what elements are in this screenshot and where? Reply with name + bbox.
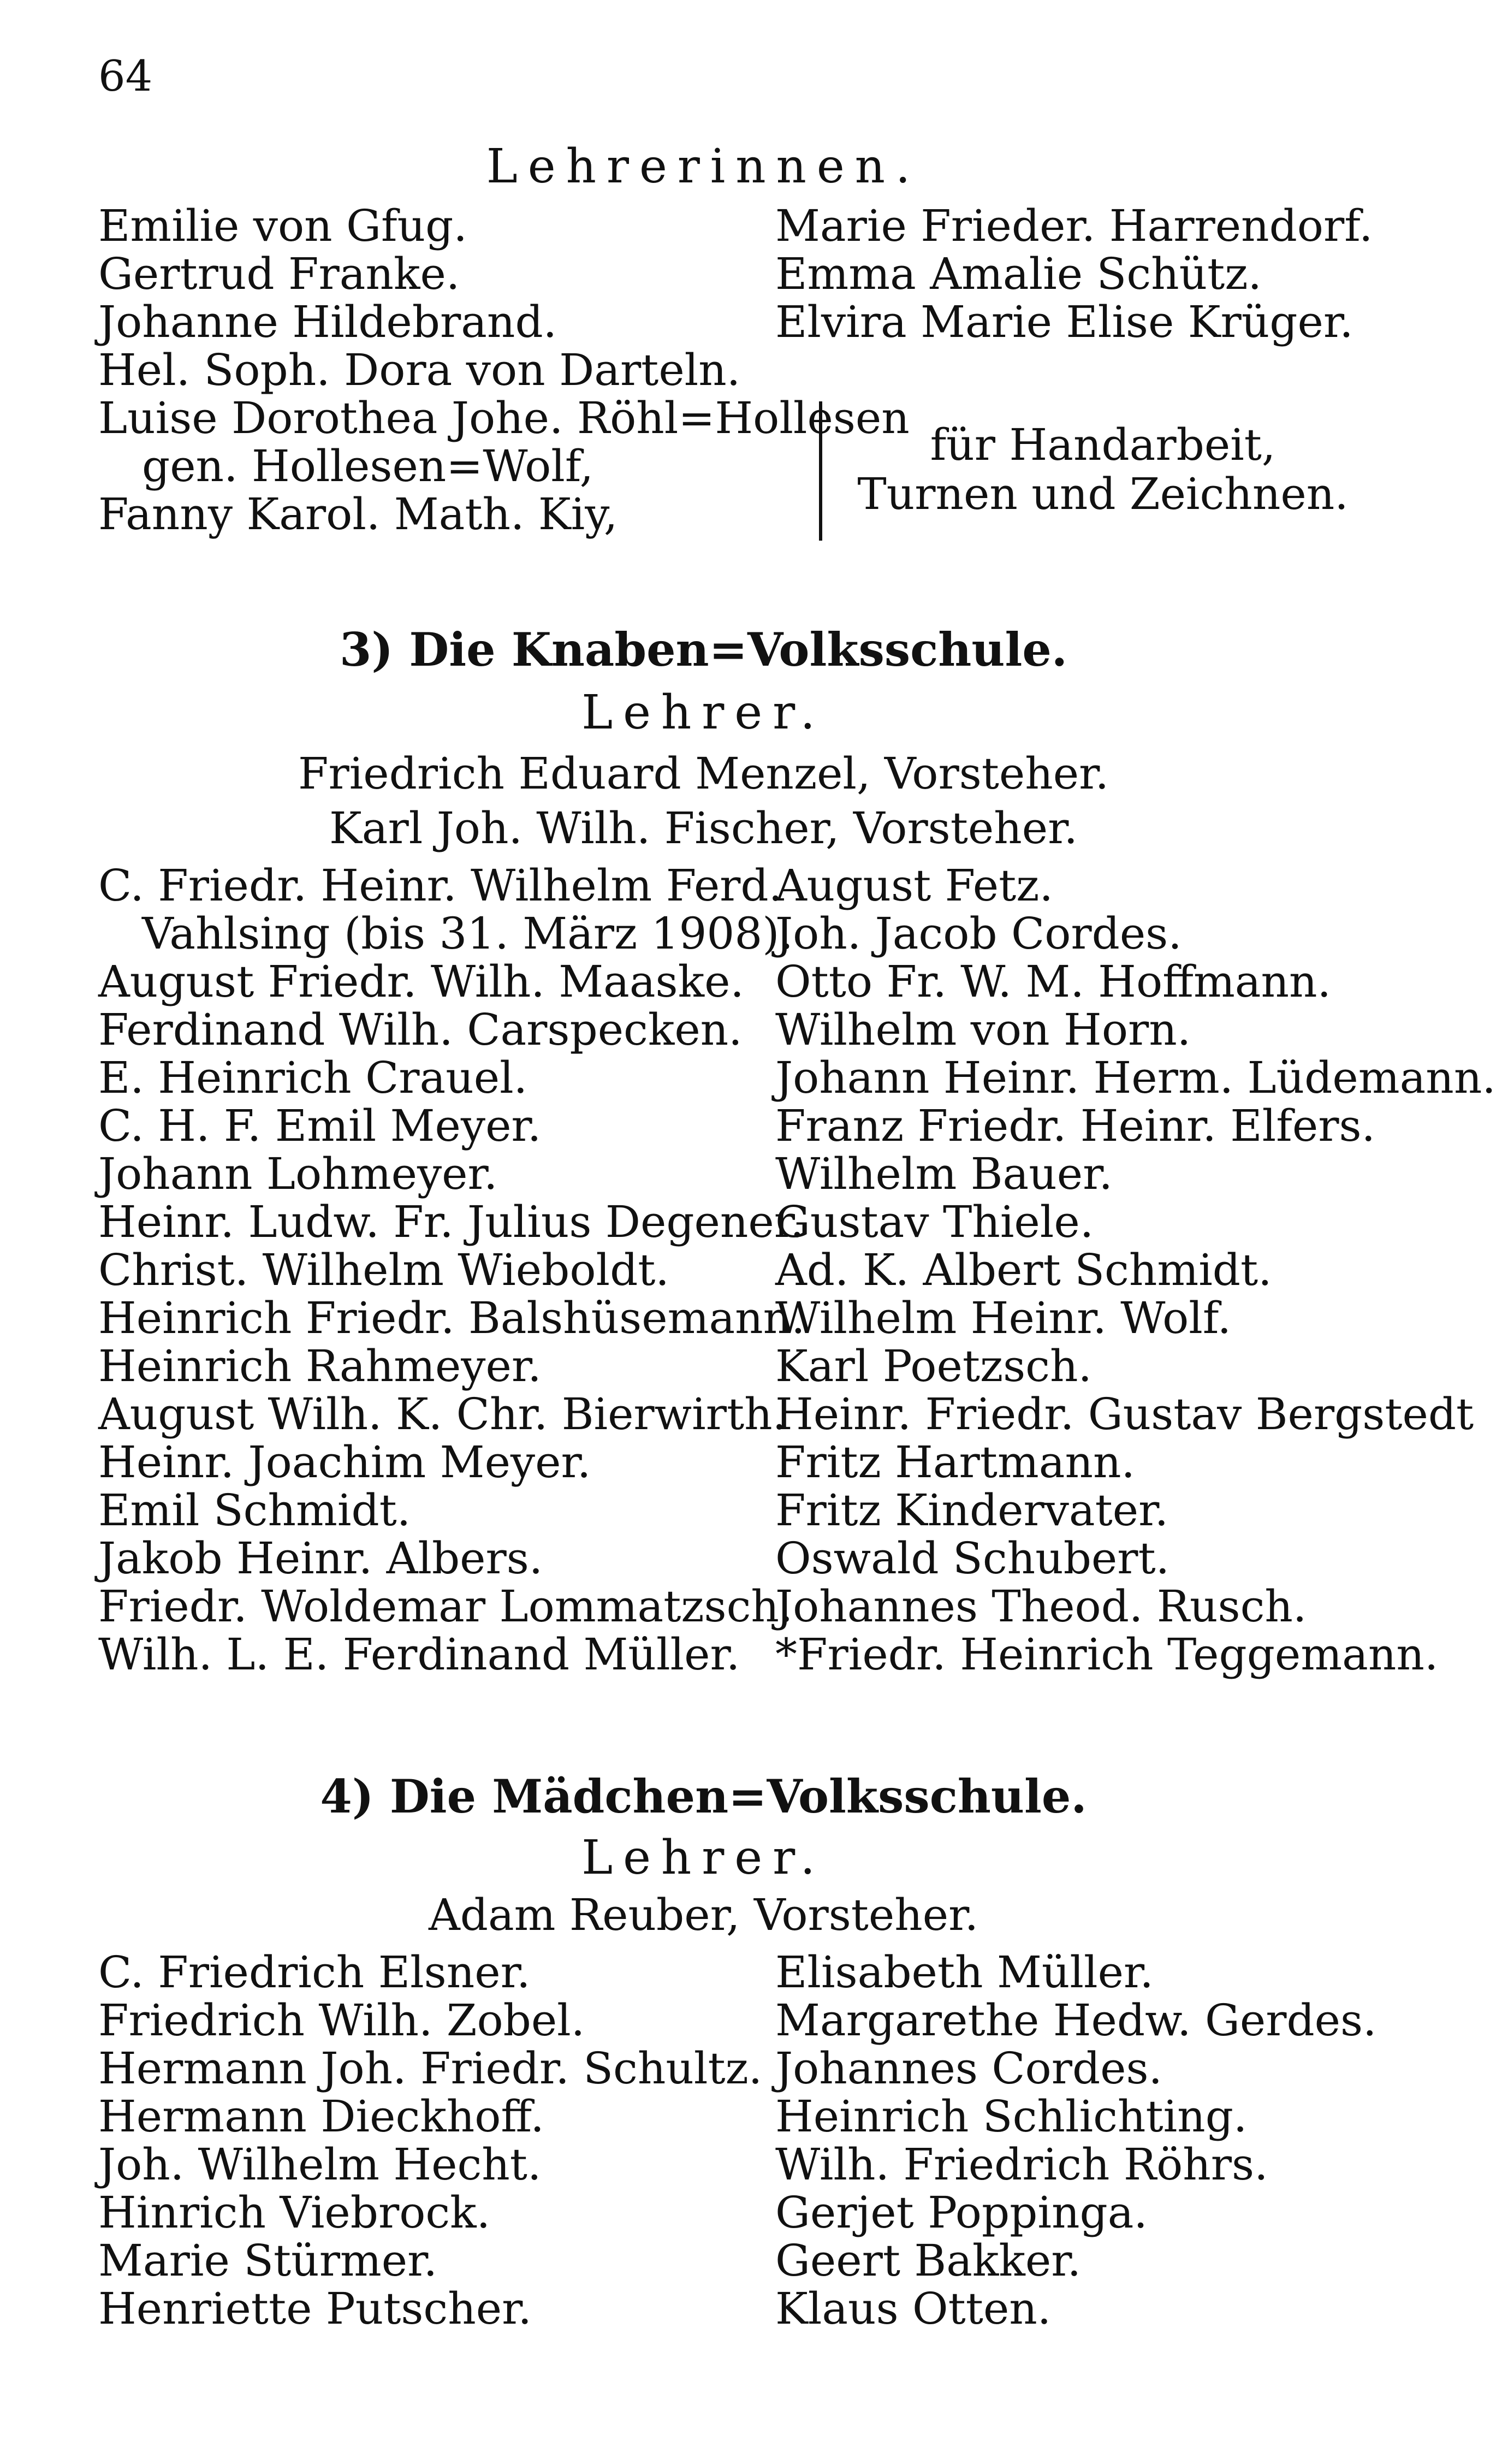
lehrerinnen-heading: Lehrerinnen.: [486, 139, 921, 194]
list-item: Heinrich Schlichting.: [775, 2091, 1248, 2142]
maedchen-section-heading: 4) Die Mädchen=Volksschule.: [320, 1769, 1087, 1823]
list-item: Franz Friedr. Heinr. Elfers.: [775, 1100, 1375, 1151]
list-item: Gerjet Poppinga.: [775, 2187, 1148, 2238]
list-item: Henriette Putscher.: [98, 2283, 532, 2334]
list-item: gen. Hollesen=Wolf,: [142, 441, 594, 491]
list-item: Elvira Marie Elise Krüger.: [775, 297, 1353, 347]
list-item: Ad. K. Albert Schmidt.: [775, 1245, 1272, 1295]
list-item: Fritz Hartmann.: [775, 1437, 1135, 1488]
list-item: *Friedr. Heinrich Teggemann.: [775, 1629, 1439, 1680]
list-item: Wilhelm von Horn.: [775, 1004, 1191, 1055]
list-item: Heinrich Rahmeyer.: [98, 1341, 542, 1391]
list-item: Friedrich Wilh. Zobel.: [98, 1995, 585, 2046]
list-item: Heinrich Friedr. Balshüsemann.: [98, 1293, 805, 1343]
list-item: Klaus Otten.: [775, 2283, 1052, 2334]
maedchen-head: Adam Reuber, Vorsteher.: [428, 1890, 979, 1940]
list-item: Wilhelm Heinr. Wolf.: [775, 1293, 1231, 1343]
list-item: Joh. Jacob Cordes.: [775, 908, 1182, 959]
knaben-lehrer-heading: Lehrer.: [581, 685, 826, 740]
subject-note: für Handarbeit, Turnen und Zeichnen.: [857, 419, 1349, 519]
list-item: Wilhelm Bauer.: [775, 1148, 1113, 1199]
knaben-head-1: Friedrich Eduard Menzel, Vorsteher.: [298, 748, 1109, 799]
list-item: Wilh. L. E. Ferdinand Müller.: [98, 1629, 740, 1680]
page-number: 64: [98, 52, 153, 101]
list-item: C. Friedr. Heinr. Wilhelm Ferd.: [98, 860, 783, 911]
list-item: Fritz Kindervater.: [775, 1485, 1168, 1536]
list-item: Marie Stürmer.: [98, 2235, 438, 2286]
list-item: Heinr. Joachim Meyer.: [98, 1437, 591, 1488]
list-item: Hinrich Viebrock.: [98, 2187, 491, 2238]
maedchen-right-column: [775, 1948, 1376, 2333]
list-item: Johannes Theod. Rusch.: [775, 1581, 1307, 1632]
list-item: Heinr. Ludw. Fr. Julius Degener.: [98, 1197, 804, 1247]
list-item: Luise Dorothea Johe. Röhl=Hollesen: [98, 393, 910, 443]
maedchen-left-column: [98, 1948, 762, 2333]
list-item: Friedr. Woldemar Lommatzsch.: [98, 1581, 793, 1632]
list-item: Fanny Karol. Math. Kiy,: [98, 489, 618, 540]
list-item: Ferdinand Wilh. Carspecken.: [98, 1004, 743, 1055]
list-item: August Fetz.: [775, 860, 1053, 911]
list-item: Hermann Joh. Friedr. Schultz.: [98, 2043, 763, 2094]
list-item: Karl Poetzsch.: [775, 1341, 1092, 1391]
list-item: Joh. Wilhelm Hecht.: [98, 2139, 542, 2190]
list-item: Gertrud Franke.: [98, 248, 460, 299]
list-item: C. H. F. Emil Meyer.: [98, 1100, 542, 1151]
list-item: E. Heinrich Crauel.: [98, 1052, 528, 1103]
knaben-section-heading: 3) Die Knaben=Volksschule.: [339, 623, 1068, 677]
list-item: Emma Amalie Schütz.: [775, 248, 1262, 299]
list-item: Geert Bakker.: [775, 2235, 1082, 2286]
list-item: Emilie von Gfug.: [98, 200, 467, 251]
list-item: Wilh. Friedrich Röhrs.: [775, 2139, 1268, 2190]
list-item: Johannes Cordes.: [775, 2043, 1162, 2094]
list-item: Gustav Thiele.: [775, 1197, 1094, 1247]
list-item: Johanne Hildebrand.: [98, 297, 557, 347]
list-item: Hel. Soph. Dora von Darteln.: [98, 345, 741, 395]
list-item: Margarethe Hedw. Gerdes.: [775, 1995, 1377, 2046]
knaben-left-column: [98, 862, 805, 1679]
list-item: Elisabeth Müller.: [775, 1947, 1154, 1998]
list-item: Vahlsing (bis 31. März 1908).: [142, 908, 793, 959]
brace-divider: [819, 401, 834, 541]
list-item: Heinr. Friedr. Gustav Bergstedt: [775, 1389, 1474, 1440]
list-item: Jakob Heinr. Albers.: [98, 1533, 543, 1584]
list-item: Johann Heinr. Herm. Lüdemann.: [775, 1052, 1496, 1103]
list-item: Christ. Wilhelm Wieboldt.: [98, 1245, 669, 1295]
list-item: Hermann Dieckhoff.: [98, 2091, 544, 2142]
list-item: August Friedr. Wilh. Maaske.: [98, 956, 744, 1007]
list-item: Emil Schmidt.: [98, 1485, 411, 1536]
list-item: Marie Frieder. Harrendorf.: [775, 200, 1373, 251]
list-item: Otto Fr. W. M. Hoffmann.: [775, 956, 1331, 1007]
list-item: C. Friedrich Elsner.: [98, 1947, 531, 1998]
knaben-head-2: Karl Joh. Wilh. Fischer, Vorsteher.: [329, 803, 1078, 854]
list-item: August Wilh. K. Chr. Bierwirth.: [98, 1389, 787, 1440]
lehrerinnen-right-column: [775, 202, 1373, 346]
list-item: Johann Lohmeyer.: [98, 1148, 498, 1199]
maedchen-lehrer-heading: Lehrer.: [581, 1831, 826, 1885]
knaben-right-column: [775, 862, 1496, 1679]
list-item: Oswald Schubert.: [775, 1533, 1170, 1584]
